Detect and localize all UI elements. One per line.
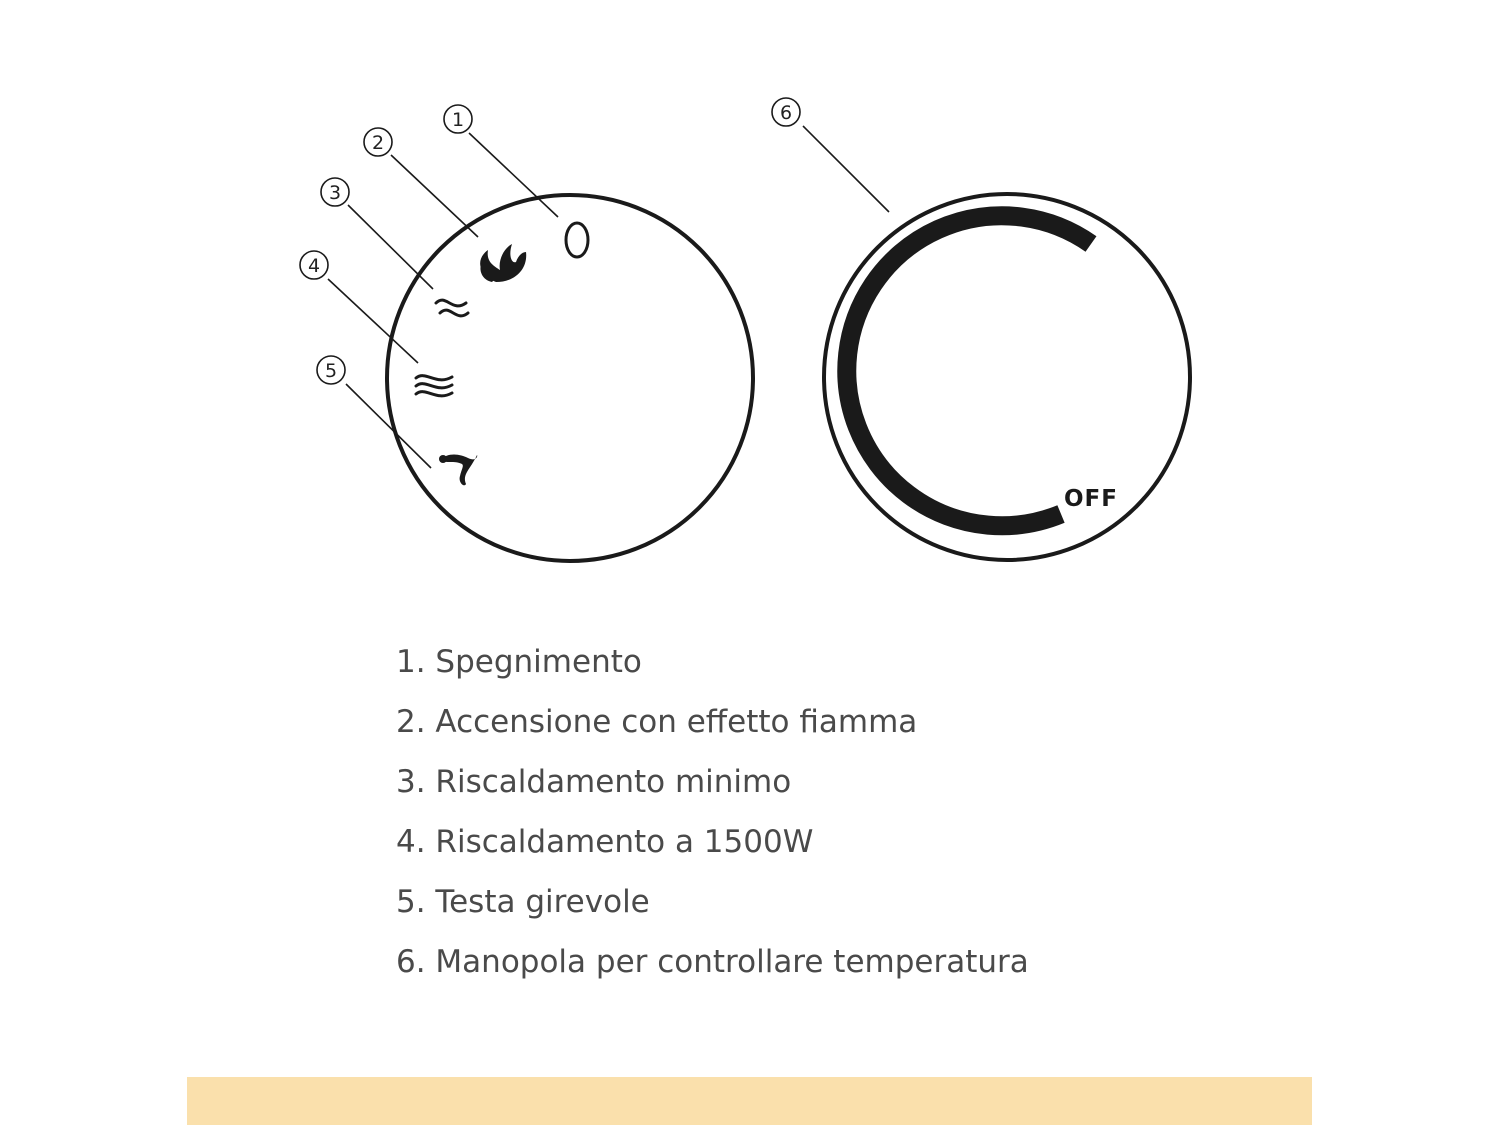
footer-band [187, 1077, 1312, 1125]
flame-icon [480, 244, 526, 282]
temperature-knob-body[interactable] [824, 194, 1190, 560]
callout-6 [772, 98, 800, 126]
callout-4 [300, 251, 328, 279]
mode-knob-body[interactable] [387, 195, 753, 561]
off-ring-icon [566, 223, 588, 257]
callout-leader-6 [803, 126, 889, 212]
callout-5 [317, 356, 345, 384]
svg-text:6: 6 [779, 102, 793, 124]
temperature-knob [772, 98, 1190, 560]
legend-item: 4. Riscaldamento a 1500W [396, 824, 814, 860]
legend-item: 3. Riscaldamento minimo [396, 764, 792, 800]
legend-list [396, 640, 1029, 1000]
off-label: OFF [1064, 486, 1118, 512]
mode-knob [300, 105, 753, 561]
temperature-scale-arc [847, 216, 1091, 526]
svg-text:1: 1 [451, 109, 465, 131]
legend-item: 1. Spegnimento [396, 644, 642, 680]
svg-text:4: 4 [307, 255, 321, 277]
callout-1 [444, 105, 472, 133]
svg-text:3: 3 [328, 182, 342, 204]
legend-item: 6. Manopola per controllare temperatura [396, 944, 1029, 980]
callout-3 [321, 178, 349, 206]
svg-text:2: 2 [371, 132, 385, 154]
swivel-icon [439, 455, 477, 486]
legend-item: 5. Testa girevole [396, 884, 650, 920]
svg-text:5: 5 [324, 360, 338, 382]
triple-wave-icon [416, 376, 452, 396]
callout-2 [364, 128, 392, 156]
legend-item: 2. Accensione con effetto fiamma [396, 704, 918, 740]
single-wave-icon [436, 300, 468, 316]
